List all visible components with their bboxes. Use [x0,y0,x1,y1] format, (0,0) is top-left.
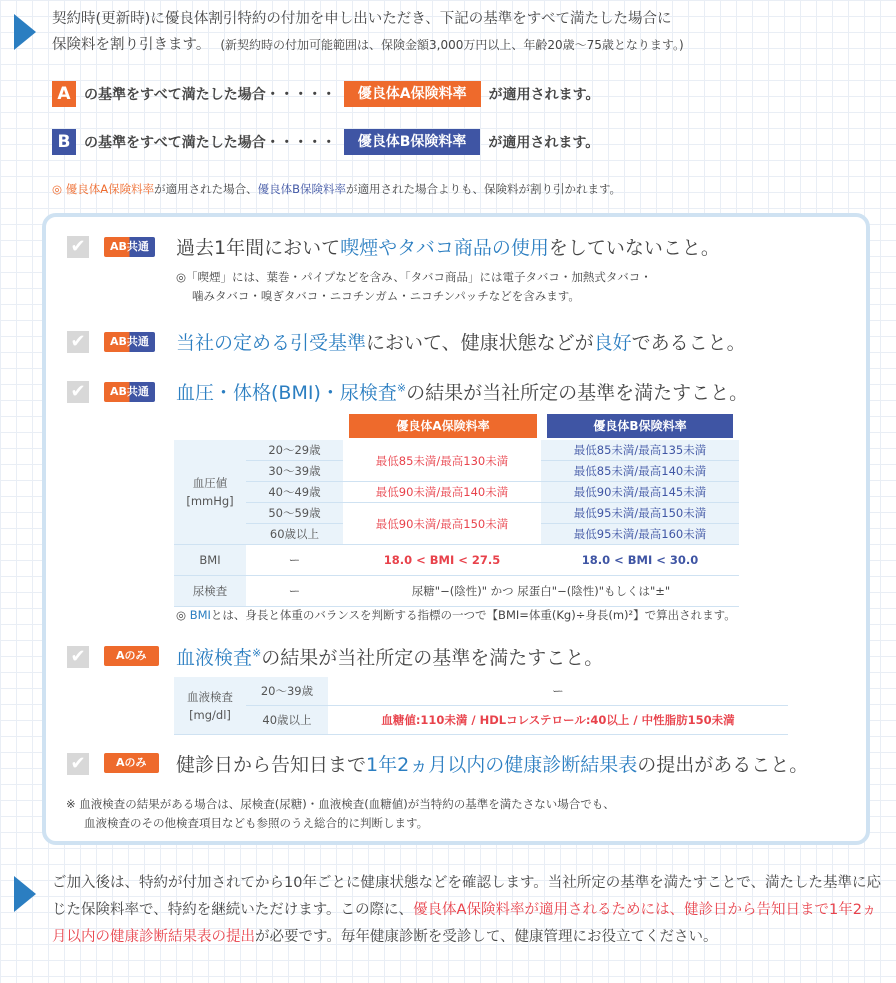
a-only-badge: Aのみ [104,646,159,666]
age-cell: 60歳以上 [246,524,343,545]
item-checkup-report: 健診日から告知日まで1年2ヵ月以内の健康診断結果表の提出があること。 [176,754,809,776]
criteria-a-letter: A [52,81,76,107]
item-health-status: 当社の定める引受基準において、健康状態などが良好であること。 [176,332,746,354]
urine-label: 尿検査 [174,576,246,607]
outro-text: ご加入後は、特約が付加されてから10年ごとに健康状態などを確認します。当社所定の基準を満たすことで、満たした基準に応じた保険料率で、特約を継続いただけます。この際に、優良体A保険料率が適用されるためには、健診日から告知日まで1年2ヵ月以内の健康診断結果表の提出が必要です。毎年健康診断を受診して、健康管理にお役立てください。 [52,875,881,945]
criteria-a-applied: が適用されます。 [488,87,600,103]
bmi-a-value: 18.0 < BMI < 27.5 [343,545,541,576]
ab-common-badge: AB共通 [104,237,155,257]
check-icon: ✔ [67,381,89,403]
check-icon: ✔ [67,331,89,353]
criteria-a-row [52,81,599,107]
blood-table [174,677,788,735]
bp-a-value: 最低90未満/最高150未満 [343,503,541,545]
intro-line2: 保険料を割り引きます。 (新契約時の付加可能範囲は、保険金額3,000万円以上、年齢20歳〜75歳となります。) [52,37,684,53]
panel-footnote: ※ 血液検査の結果がある場合は、尿検査(尿糖)・血液検査(血糖値)が当特約の基準を満たさない場合でも、 血液検査のその他検査項目なども参照のうえ総合的に判断します。 [66,797,615,830]
age-cell: 40歳以上 [246,706,328,735]
section-arrow-icon [14,876,36,912]
intro-line1: 契約時(更新時)に優良体割引特約の付加を申し出いただき、下記の基準をすべて満たした場合に [52,11,672,27]
ab-common-badge: AB共通 [104,332,155,352]
check-icon: ✔ [67,753,89,775]
item-no-smoking: 過去1年間において喫煙やタバコ商品の使用をしていないこと。 [176,237,720,259]
criteria-b-text: の基準をすべて満たした場合・・・・・ [84,135,336,151]
bp-a-value: 最低90未満/最高140未満 [343,482,541,503]
table-head-rate-b: 優良体B保険料率 [547,414,733,438]
bp-b-value: 最低85未満/最高140未満 [541,461,739,482]
check-icon: ✔ [67,236,89,258]
bp-label: 血圧値 [mmHg] [174,440,246,545]
bp-b-value: 最低95未満/最高160未満 [541,524,739,545]
criteria-b-row [52,129,599,155]
item-blood-test: 血液検査※の結果が当社所定の基準を満たすこと。 [176,646,604,669]
table-head-rate-a: 優良体A保険料率 [349,414,537,438]
urine-dash: ー [246,576,343,607]
bmi-label: BMI [174,545,246,576]
bmi-dash: ー [246,545,343,576]
smoking-note: ◎「喫煙」には、葉巻・パイプなどを含み、「タバコ商品」には電子タバコ・加熱式タバコ・ 噛みタバコ・嗅ぎタバコ・ニコチンガム・ニコチンパッチなどを含みます。 [176,270,652,303]
age-cell: 20〜29歳 [246,440,343,461]
age-cell: 30〜39歳 [246,461,343,482]
ab-common-badge: AB共通 [104,382,155,402]
discount-note: ◎ 優良体A保険料率が適用された場合、優良体B保険料率が適用された場合よりも、保険料が割り引かれます。 [52,182,622,196]
blood-label: 血液検査 [mg/dl] [174,677,246,735]
rate-a-pill: 優良体A保険料率 [344,81,481,107]
bp-b-value: 最低90未満/最高145未満 [541,482,739,503]
bmi-note: ◎ BMIとは、身長と体重のバランスを判断する指標の一つで【BMI=体重(Kg)÷身長(m)²】で算出されます。 [176,608,736,622]
age-cell: 40〜49歳 [246,482,343,503]
item-bp-bmi-urine: 血圧・体格(BMI)・尿検査※の結果が当社所定の基準を満たすこと。 [176,381,749,404]
intro-note: (新契約時の付加可能範囲は、保険金額3,000万円以上、年齢20歳〜75歳となります。) [220,38,684,52]
rate-b-pill: 優良体B保険料率 [344,129,481,155]
age-cell: 20〜39歳 [246,677,328,706]
bmi-b-value: 18.0 < BMI < 30.0 [541,545,739,576]
criteria-b-applied: が適用されます。 [488,135,600,151]
bp-b-value: 最低85未満/最高135未満 [541,440,739,461]
age-cell: 50〜59歳 [246,503,343,524]
bp-b-value: 最低95未満/最高150未満 [541,503,739,524]
criteria-table [174,440,739,607]
blood-value-older: 血糖値:110未満 / HDLコレステロール:40以上 / 中性脂肪150未満 [328,706,788,735]
section-arrow-icon [14,14,36,50]
a-only-badge: Aのみ [104,753,159,773]
bp-a-value: 最低85未満/最高130未満 [343,440,541,482]
urine-value: 尿糖"−(陰性)" かつ 尿蛋白"−(陰性)"もしくは"±" [343,576,739,607]
intro-text [52,6,852,58]
criteria-a-text: の基準をすべて満たした場合・・・・・ [84,87,336,103]
criteria-b-letter: B [52,129,76,155]
check-icon: ✔ [67,646,89,668]
blood-value-young: ー [328,677,788,706]
